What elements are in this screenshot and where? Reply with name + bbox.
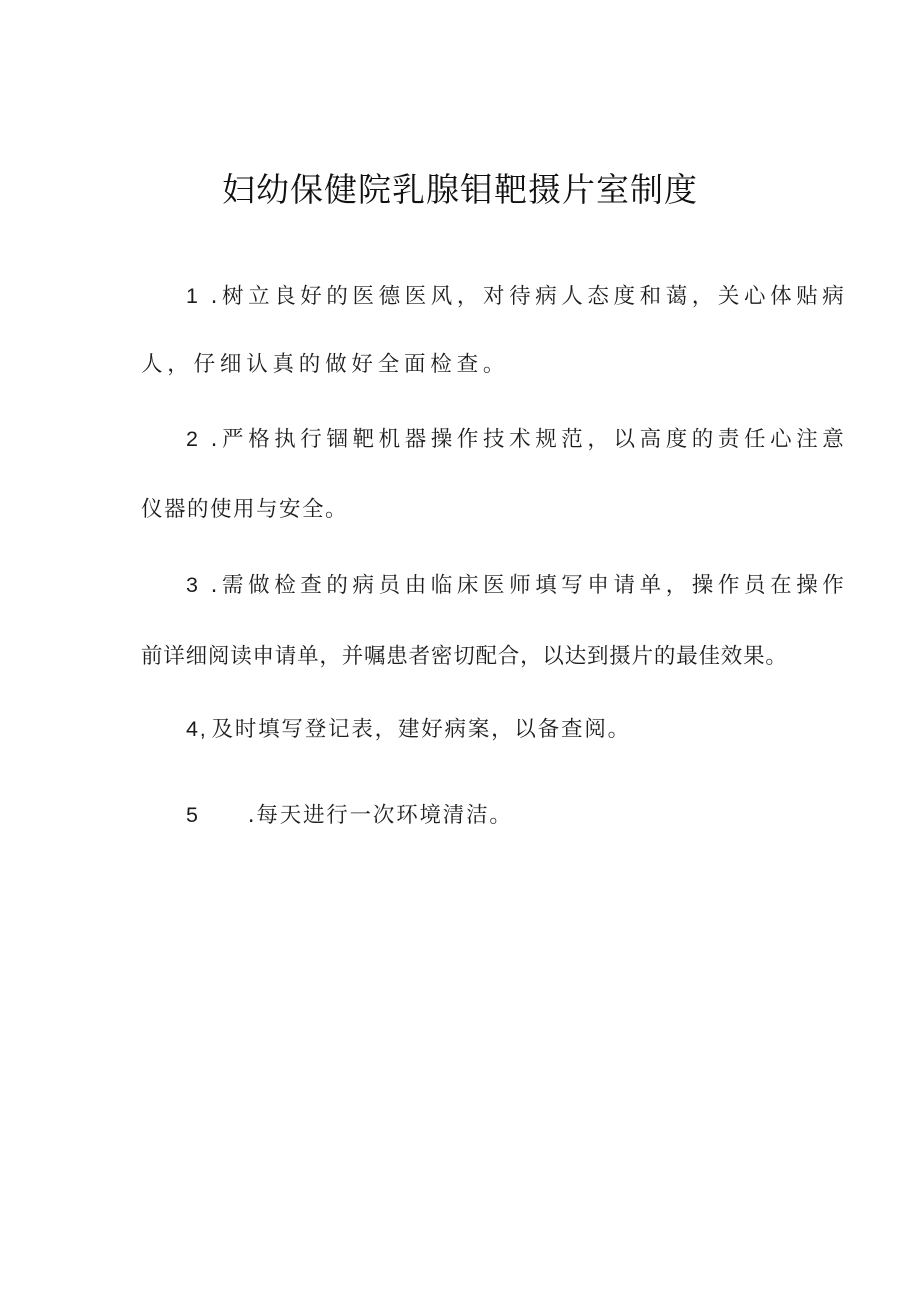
rule-item-3-text: .需做检查的病员由临床医师填写申请单，操作员在操作: [210, 573, 849, 598]
rule-item-2-text: .严格执行锢靶机器操作技术规范，以高度的责任心注意: [210, 427, 849, 452]
rule-item-4-number: 4,: [186, 717, 208, 741]
rule-item-1-number: 1: [186, 284, 203, 308]
rule-item-5-line-1: [186, 800, 786, 831]
rule-item-5-text: .每天进行一次环境清洁。: [247, 803, 513, 828]
rule-item-3-number: 3: [186, 573, 203, 597]
rule-item-1-text: .树立良好的医德医风，对待病人态度和蔼，关心体贴病: [210, 284, 849, 309]
rule-item-3-line-1: [186, 570, 849, 601]
rule-item-1-line-1: [186, 281, 849, 312]
rule-item-4-text: 及时填写登记表，建好病案，以备查阅。: [211, 717, 631, 742]
rule-item-2-line-2: 仪器的使用与安全。: [141, 497, 349, 522]
rule-item-2-line-1: [186, 424, 849, 455]
rule-item-2-number: 2: [186, 427, 203, 451]
rule-item-4-line-1: [186, 714, 786, 745]
rule-item-3-line-2: 前详细阅读申请单，并嘱患者密切配合，以达到摄片的最佳效果。: [141, 644, 788, 669]
rule-item-1-line-2: 人，仔细认真的做好全面检查。: [141, 352, 510, 377]
document-title: 妇幼保健院乳腺钼靶摄片室制度: [222, 170, 698, 209]
rule-item-5-number: 5: [186, 803, 200, 827]
